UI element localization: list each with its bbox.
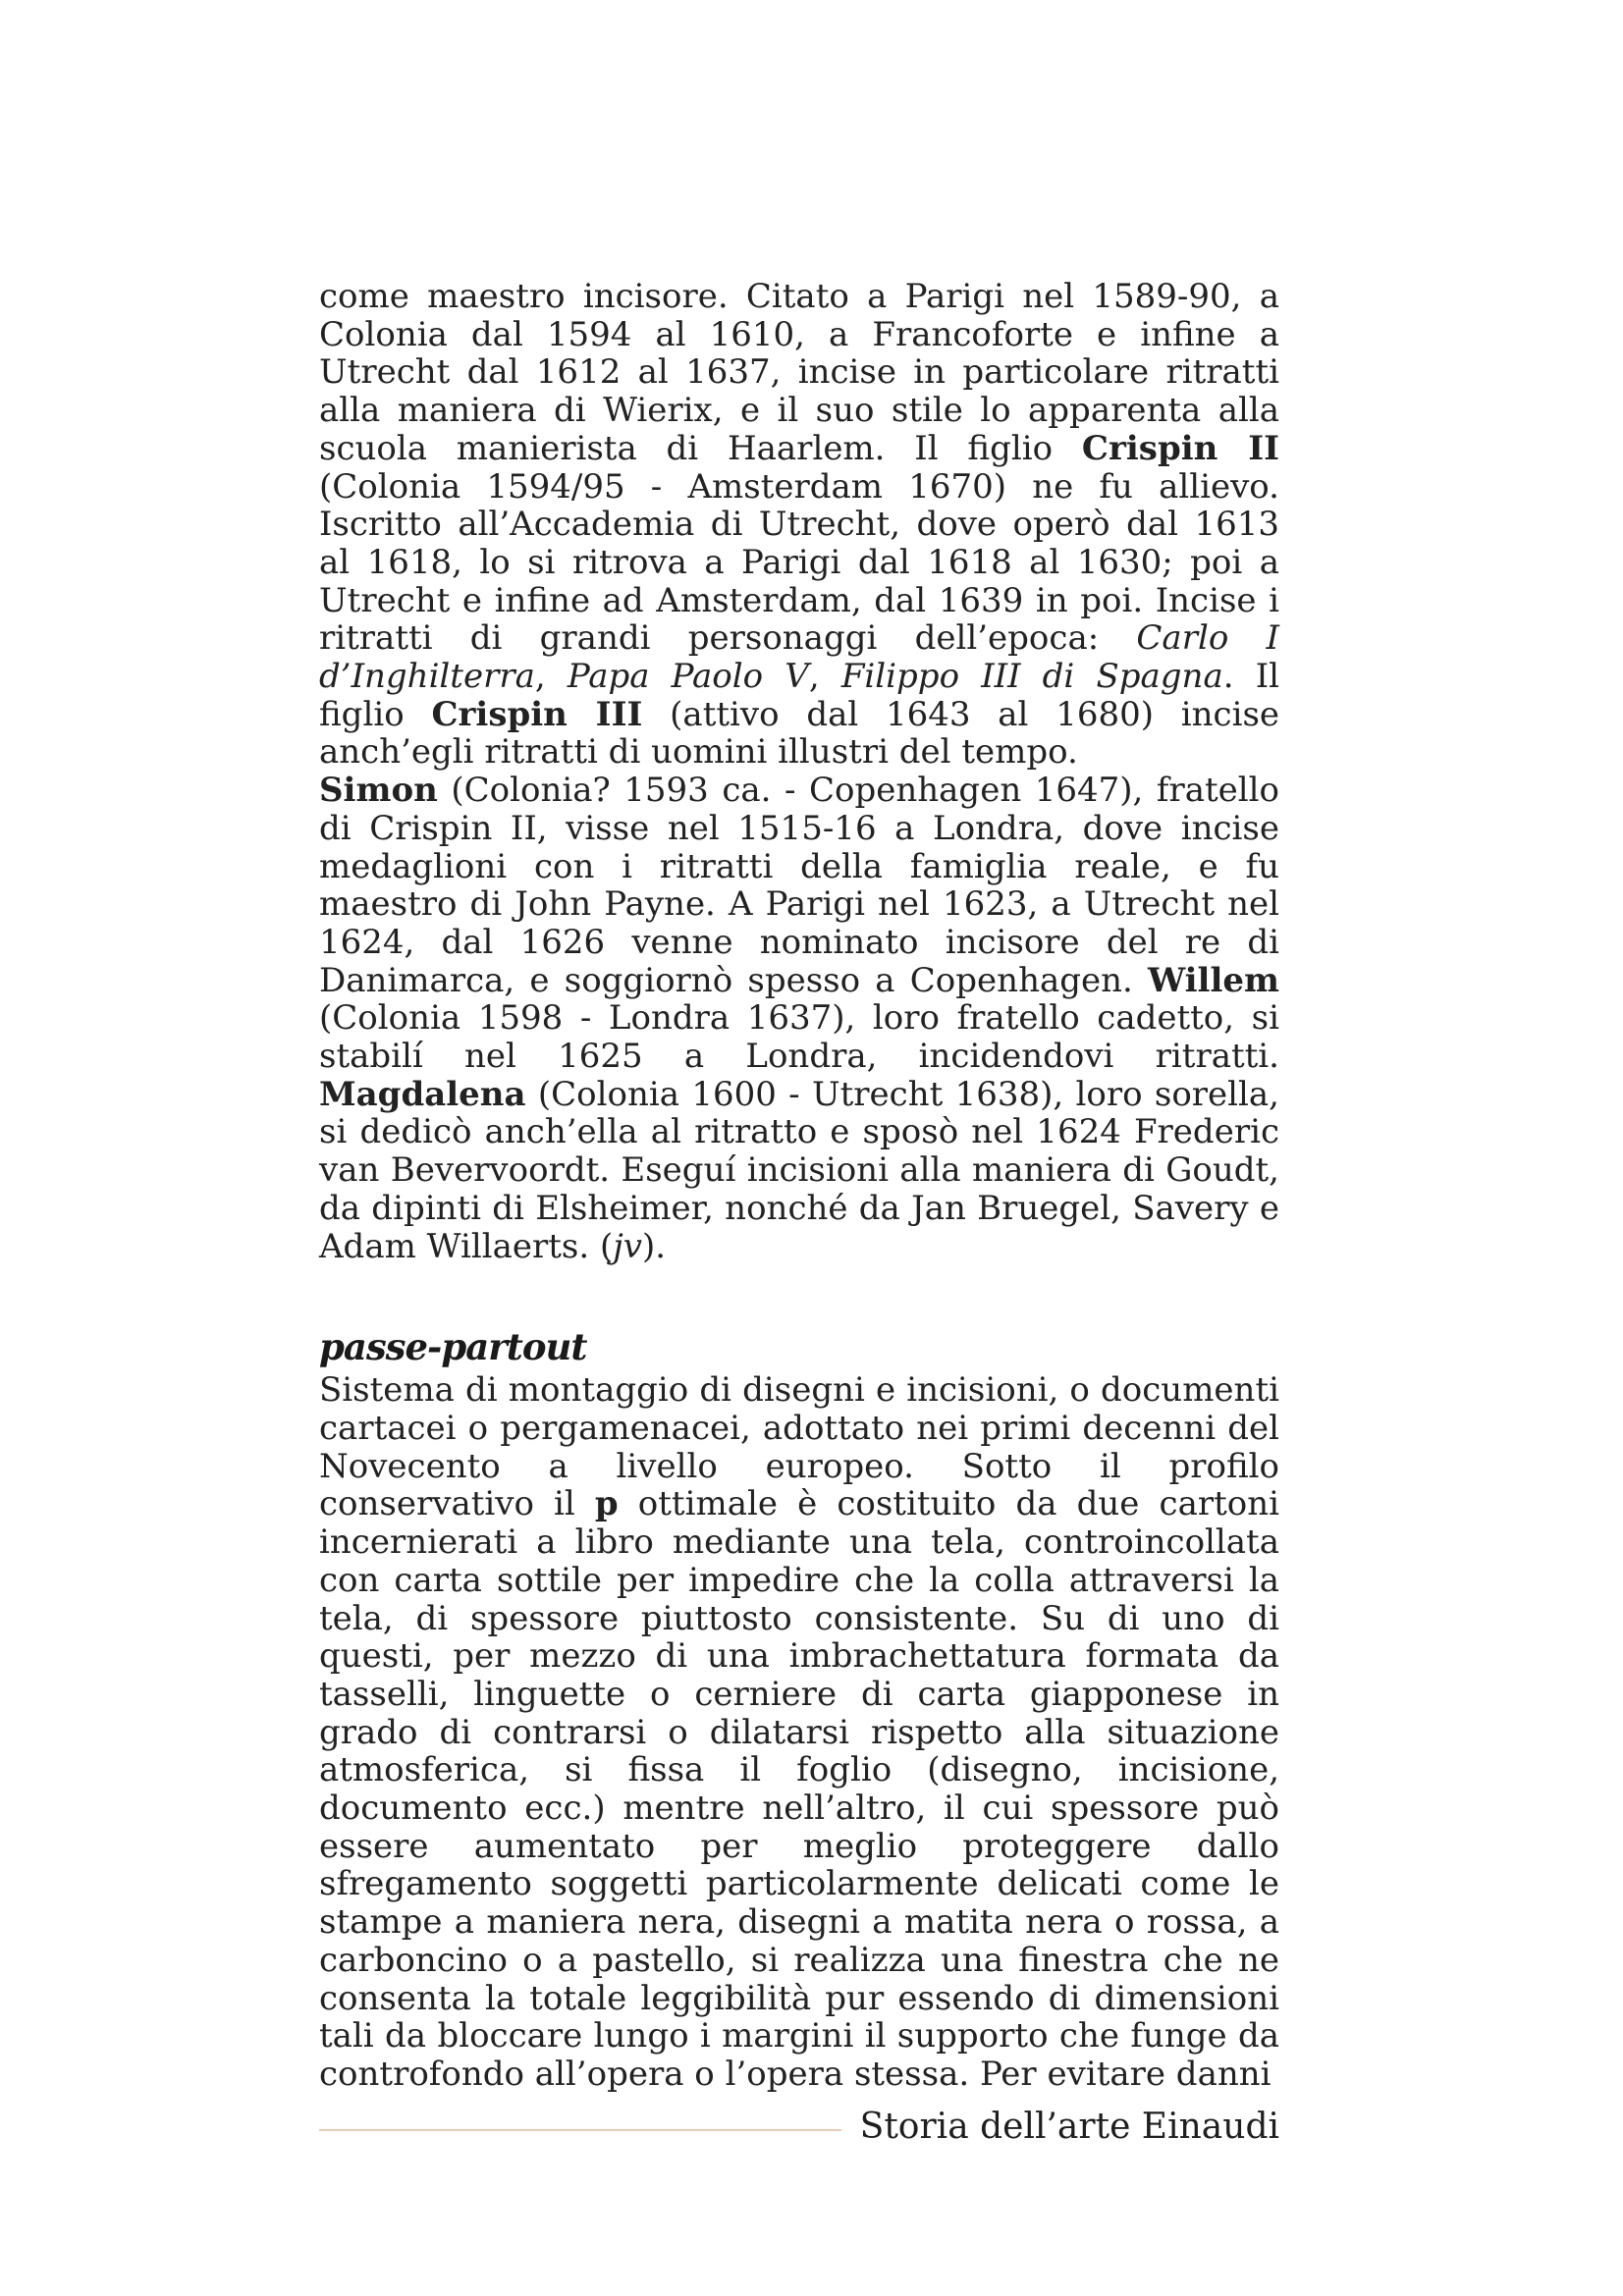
text-column xyxy=(319,278,1279,2094)
footer-title: Storia dell’arte Einaudi xyxy=(859,2107,1279,2147)
text-run: (Colonia? 1593 ca. - Copenhagen 1647), fratello di Crispin II, visse nel 1515-16 a Londra, dove incise medaglioni con i ritratti della famiglia reale, e fu maestro di John Payne. A Parigi nel 1623, a Utrecht nel 1624, dal 1626 venne nominato incisore del re di Danimarca, e soggiornò spesso a Copenhagen. xyxy=(319,771,1279,1000)
text-run: (attivo dal 1643 al 1680) incise anch’egli ritratti di uomini illustri del tempo. xyxy=(319,694,1280,773)
author-initials: jv xyxy=(613,1226,642,1266)
text-run: (Colonia 1598 - Londra 1637), loro fratello cadetto, si stabilí nel 1625 a Londra, incidendovi ritratti. xyxy=(319,998,1279,1077)
footer-rule xyxy=(319,2129,841,2131)
text-run: (Colonia 1594/95 - Amsterdam 1670) ne fu allievo. Iscritto all’Accademia di Utrecht, dove operò dal 1613 al 1618, lo si ritrova a Parigi dal 1618 al 1630; poi a Utrecht e infine ad Amsterdam, dal 1639 in poi. Incise i ritratti di grandi personaggi dell’epoca: xyxy=(319,466,1279,659)
page-footer xyxy=(319,2106,1279,2155)
text-run: , xyxy=(808,657,841,697)
text-run: (Colonia 1600 - Utrecht 1638), loro sorella, si dedicò anch’ella al ritratto e sposò nel 1624 Frederic van Bevervoordt. Eseguí incisioni alla maniera di Goudt, da dipinti di Elsheimer, nonché da Jan Bruegel, Savery e Adam Willaerts. ( xyxy=(319,1074,1279,1266)
work-title: Filippo III di Spagna xyxy=(840,657,1223,697)
name-simon: Simon xyxy=(319,771,438,811)
paragraph-passe-family xyxy=(319,278,1279,772)
text-run: , xyxy=(534,657,568,697)
text-run: ). xyxy=(642,1226,667,1266)
name-crispin-ii: Crispin II xyxy=(1081,428,1279,468)
paragraph-simon xyxy=(319,772,1279,1265)
text-run: . Il figlio xyxy=(319,657,1280,734)
paragraph-passe-partout xyxy=(319,1371,1279,2093)
name-magdalena: Magdalena xyxy=(319,1074,526,1114)
entry-heading: passe-partout xyxy=(319,1325,587,1369)
name-crispin-iii: Crispin III xyxy=(431,694,643,734)
text-run: ottimale è costituito da due cartoni incernierati a libro mediante una tela, controincollata con carta sottile per impedire che la colla attraversi la tela, di spessore piuttosto consistente. Su di uno di questi, per mezzo di una imbrachettatura formata da tasselli, linguette o cerniere di carta giapponese in grado di contrarsi o dilatarsi rispetto alla situazione atmosferica, si fissa il foglio (disegno, incisione, documento ecc.) mentre nell’altro, il cui spessore può essere aumentato per meglio proteggere dallo sfregamento soggetti particolarmente delicati come le stampe a maniera nera, disegni a matita nera o rossa, a carboncino o a pastello, si realizza una finestra che ne consenta la totale leggibilità pur essendo di dimensioni tali da bloccare lungo i margini il supporto che funge da controfondo all’opera o l’opera stessa. Per evitare danni xyxy=(319,1484,1279,2094)
abbreviation-p: p xyxy=(594,1484,619,1524)
work-title: Carlo I d’Inghilterra xyxy=(319,618,1279,697)
text-run: Sistema di montaggio di disegni e incisioni, o documenti cartacei o pergamenacei, adottato nei primi decenni del Novecento a livello europeo. Sotto il profilo conservativo il xyxy=(319,1370,1279,1524)
name-willem: Willem xyxy=(1148,960,1279,1000)
work-title: Papa Paolo V xyxy=(567,657,809,697)
text-run: come maestro incisore. Citato a Parigi nel 1589-90, a Colonia dal 1594 al 1610, a Francoforte e infine a Utrecht dal 1612 al 1637, incise in particolare ritratti alla maniera di Wierix, e il suo stile lo apparenta alla scuola manierista di Haarlem. Il figlio xyxy=(319,277,1279,468)
